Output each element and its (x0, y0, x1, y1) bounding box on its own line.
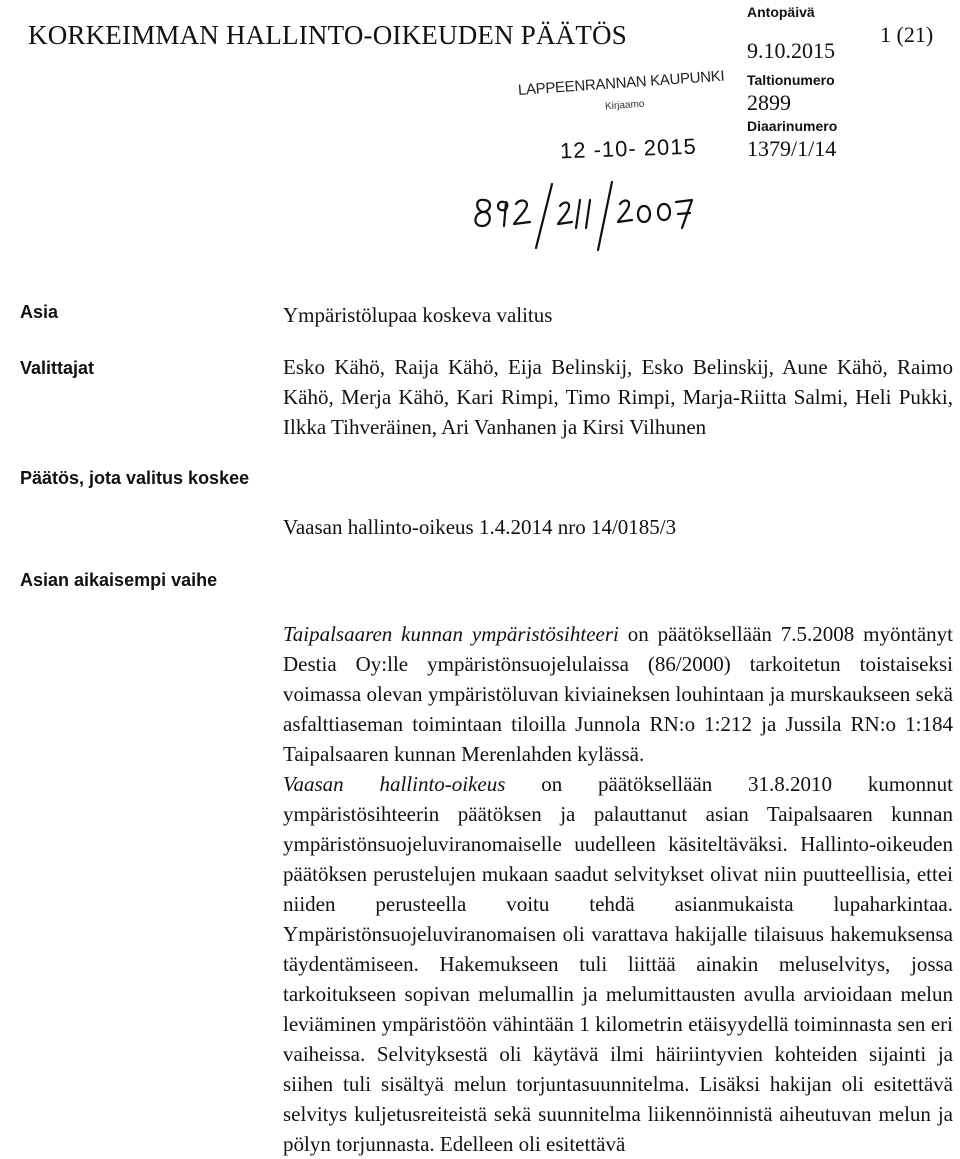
paragraph-1-authority: Taipalsaaren kunnan ympäristösihteeri (283, 622, 619, 646)
diaarinumero-value: 1379/1/14 (747, 136, 837, 161)
antopaiva-label: Antopäivä (747, 4, 815, 20)
page-number: 1 (21) (880, 22, 934, 47)
document-title: KORKEIMMAN HALLINTO-OIKEUDEN PÄÄTÖS (28, 20, 627, 50)
aikaisempi-label: Asian aikaisempi vaihe (20, 570, 218, 590)
antopaiva-value: 9.10.2015 (747, 38, 835, 63)
paragraph-2-text: on päätöksellään 31.8.2010 kumonnut ympäristösihteerin päätöksen ja palauttanut asian Taipalsaaren kunnan ympäristönsuojeluviranomaiselle uudelleen käsiteltäväksi. Hallinto-oikeuden päätöksen perustelujen mukaan saadut selvitykset olivat niin puutteellisia, ettei niiden perusteella voitu tehdä asianmukaista lupaharkintaa. Ympäristönsuojeluviranomaisen oli varattava hakijalle tilaisuus hakemuksensa täydentämiseen. Hakemukseen tuli liittää ainakin meluselvitys, jossa tarkoitukseen sopivan melumallin ja melumittausten avulla arvioidaan melun leviäminen ympäristöön vähintään 1 kilometrin etäisyydellä toiminnasta sen eri vaiheissa. Selvityksestä oli käytävä ilmi häiriintyvien kohteiden sijainti ja siihen tuli sisältyä melun torjuntasuunnitelma. Lisäksi hakijan oli esitettävä selvitys kuljetusreiteistä sekä suunnitelma liikennöinnistä aiheutuvan melun ja pölyn torjunnasta. Edelleen oli esitettävä (283, 772, 953, 1156)
paatos-label: Päätös, jota valitus koskee (20, 468, 250, 488)
asia-text: Ympäristölupaa koskeva valitus (283, 303, 553, 327)
valittajat-text: Esko Kähö, Raija Kähö, Eija Belinskij, Esko Belinskij, Aune Kähö, Raimo Kähö, Merja Kähö, Kari Rimpi, Timo Rimpi, Marja-Riitta Salmi, Heli Pukki, Ilkka Tihveräinen, Ari Vanhanen ja Kirsi Vilhunen (283, 355, 953, 439)
handwritten-reference-signature (470, 178, 700, 258)
taltionumero-value: 2899 (747, 90, 791, 115)
valittajat-label: Valittajat (20, 358, 95, 378)
stamp-subtitle: Kirjaamo (604, 98, 645, 113)
asia-label: Asia (20, 302, 59, 322)
paragraph-1-text: on päätöksellään 7.5.2008 myöntänyt Destia Oy:lle ympäristönsuojelulaissa (86/2000) tarkoitetun toistaiseksi voimassa olevan ympäristöluvan kiviaineksen louhintaan ja murskaukseen sekä asfalttiaseman toimintaan tiloilla Junnola RN:o 1:212 ja Jussila RN:o 1:184 Taipalsaaren kunnan Merenlahden kylässä. (283, 622, 953, 766)
diaarinumero-label: Diaarinumero (747, 118, 838, 134)
stamp-organization: LAPPEENRANNAN KAUPUNKI (517, 67, 725, 99)
paragraph-2-authority: Vaasan hallinto-oikeus (283, 772, 506, 796)
taltionumero-label: Taltionumero (747, 72, 835, 88)
paragraph-hallinto-oikeus (283, 769, 953, 1159)
paatos-text: Vaasan hallinto-oikeus 1.4.2014 nro 14/0185/3 (283, 515, 677, 539)
paragraph-ympäristösihteeri (283, 619, 953, 769)
stamp-date: 12 -10- 2015 (559, 133, 698, 164)
